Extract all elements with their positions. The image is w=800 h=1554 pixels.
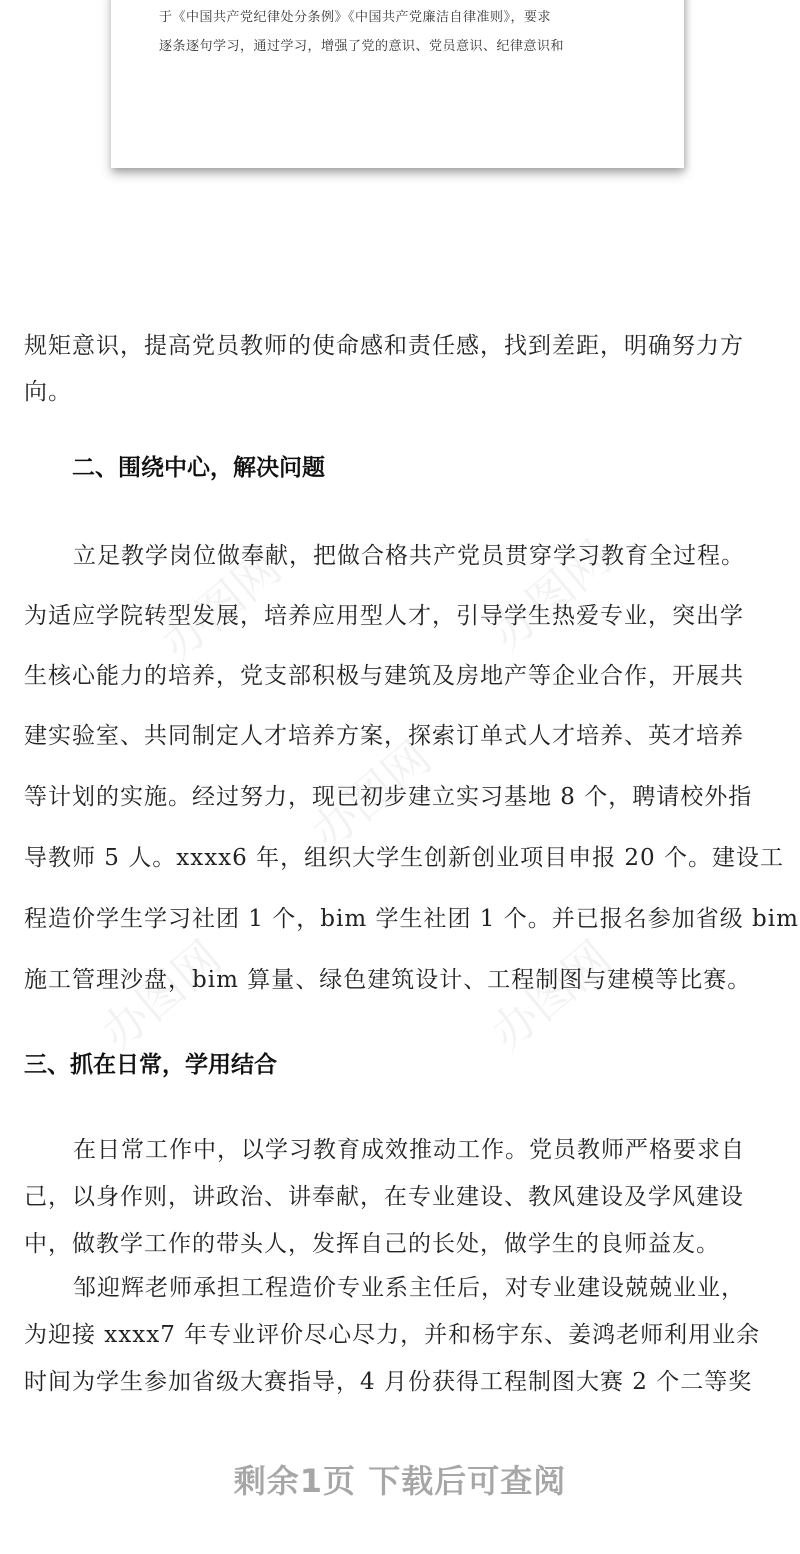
watermark: 办图网 — [480, 530, 622, 661]
paragraph-line: 建实验室、共同制定人才培养方案，探索订单式人才培养、英才培养 — [24, 723, 744, 749]
page-preview-thumbnail — [111, 0, 684, 168]
paragraph-line: 中，做教学工作的带头人，发挥自己的长处，做学生的良师益友。 — [24, 1231, 720, 1257]
paragraph-line: 程造价学生学习社团 1 个，bim 学生社团 1 个。并已报名参加省级 bim — [24, 906, 799, 932]
paragraph-line: 己，以身作则，讲政治、讲奉献，在专业建设、教风建设及学风建设 — [24, 1184, 744, 1210]
watermark: 办图网 — [90, 930, 232, 1061]
paragraph-line: 导教师 5 人。xxxx6 年，组织大学生创新创业项目申报 20 个。建设工 — [24, 845, 784, 871]
section-heading-2: 二、围绕中心，解决问题 — [72, 455, 325, 481]
paragraph-line: 立足教学岗位做奉献，把做合格共产党员贯穿学习教育全过程。 — [73, 543, 745, 569]
paragraph-line: 为适应学院转型发展，培养应用型人才，引导学生热爱专业，突出学 — [24, 603, 744, 629]
paragraph-line: 向。 — [24, 379, 72, 405]
paragraph-line: 时间为学生参加省级大赛指导，4 月份获得工程制图大赛 2 个二等奖 — [24, 1369, 753, 1395]
paragraph-line: 规矩意识，提高党员教师的使命感和责任感，找到差距，明确努力方 — [24, 333, 744, 359]
download-prompt[interactable]: 剩余1页 下载后可查阅 — [233, 1462, 567, 1500]
section-heading-3: 三、抓在日常，学用结合 — [24, 1052, 277, 1078]
thumbnail-line: 于《中国共产党纪律处分条例》《中国共产党廉洁自律准则》，要求 — [159, 10, 552, 25]
paragraph-line: 等计划的实施。经过努力，现已初步建立实习基地 8 个，聘请校外指 — [24, 784, 753, 810]
watermark: 办图网 — [300, 730, 442, 861]
paragraph-line: 邹迎辉老师承担工程造价专业系主任后，对专业建设兢兢业业， — [73, 1275, 745, 1301]
thumbnail-line: 逐条逐句学习，通过学习，增强了党的意识、党员意识、纪律意识和 — [159, 39, 565, 54]
paragraph-line: 为迎接 xxxx7 年专业评价尽心尽力，并和杨宇东、姜鸿老师利用业余 — [24, 1322, 761, 1348]
paragraph-line: 在日常工作中，以学习教育成效推动工作。党员教师严格要求自 — [73, 1137, 745, 1163]
paragraph-line: 施工管理沙盘，bim 算量、绿色建筑设计、工程制图与建模等比赛。 — [24, 967, 752, 993]
watermark: 办图网 — [480, 930, 622, 1061]
watermark: 办图网 — [150, 540, 292, 671]
paragraph-line: 生核心能力的培养，党支部积极与建筑及房地产等企业合作，开展共 — [24, 663, 744, 689]
